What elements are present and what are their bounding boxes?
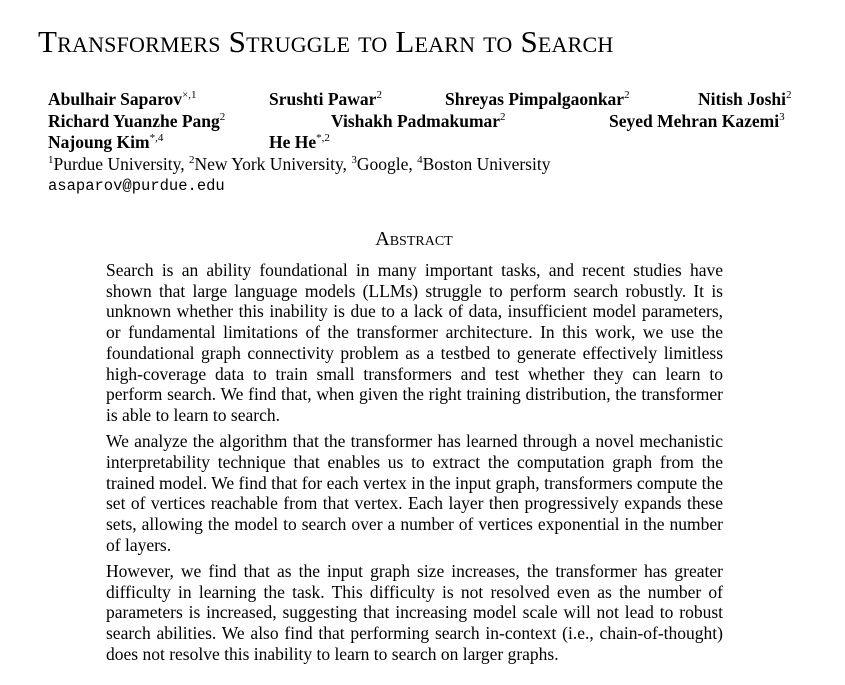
author-pang xyxy=(48,113,225,131)
affiliations-line xyxy=(48,156,550,174)
affiliation-google: Google, xyxy=(356,154,413,174)
affiliation-mark: 2 xyxy=(188,154,195,167)
author-pimpalgaonkar xyxy=(445,91,630,109)
author-marks: 3 xyxy=(779,111,785,124)
affiliation-purdue: Purdue University, xyxy=(53,154,185,174)
affiliation-nyu: New York University, xyxy=(194,154,347,174)
author-he xyxy=(269,134,330,152)
abstract-body xyxy=(106,260,723,670)
author-name: Richard Yuanzhe Pang xyxy=(48,111,220,131)
author-marks: *,4 xyxy=(149,132,164,145)
affiliation-boston: Boston University xyxy=(422,154,551,174)
author-name: Seyed Mehran Kazemi xyxy=(609,111,780,131)
author-marks: 2 xyxy=(376,89,382,102)
affiliation-mark: 4 xyxy=(417,154,423,167)
author-joshi xyxy=(698,91,792,109)
contact-email: asaparov@purdue.edu xyxy=(48,177,225,195)
abstract-paragraph: However, we find that as the input graph size increases, the transformer has greater difficulty in learning the task. This difficulty is not resolved even as the number of parameters is increased, suggesting that increasing model scale will not lead to robust search abilities. We also find that performing search in-context (i.e., chain-of-thought) does not resolve this inability to learn to search on larger graphs. xyxy=(106,560,723,664)
author-marks: *,2 xyxy=(316,132,330,145)
author-name: He He xyxy=(269,132,317,152)
abstract-heading: Abstract xyxy=(375,228,453,250)
author-kazemi xyxy=(609,113,785,131)
author-name: Najoung Kim xyxy=(48,132,150,152)
author-pawar xyxy=(269,91,382,109)
author-padmakumar xyxy=(331,113,506,131)
author-name: Vishakh Padmakumar xyxy=(331,111,501,131)
abstract-paragraph: Search is an ability foundational in many important tasks, and recent studies have shown that large language models (LLMs) struggle to perform search robustly. It is unknown whether this inability is due to a lack of data, insufficient model parameters, or fundamental limitations of the transformer architecture. In this work, we use the foundational graph connectivity problem as a testbed to generate effectively limitless high-coverage data to train small transformers and test whether they can learn to perform search. We find that, when given the right training distribution, the transformer is able to learn to search. xyxy=(106,260,723,425)
author-kim xyxy=(48,134,163,152)
author-marks: ×,1 xyxy=(182,89,197,102)
author-name: Srushti Pawar xyxy=(269,89,377,109)
paper-title: Transformers Struggle to Learn to Search xyxy=(38,24,614,59)
author-marks: 2 xyxy=(624,89,630,102)
author-saparov xyxy=(48,91,197,109)
author-marks: 2 xyxy=(219,111,226,124)
author-marks: 2 xyxy=(500,111,506,124)
abstract-paragraph: We analyze the algorithm that the transformer has learned through a novel mechanistic interpretability technique that enables us to extract the computation graph from the trained model. We find that for each vertex in the input graph, transformers compute the set of vertices reachable from that vertex. Each layer then progressively expands these sets, allowing the model to search over a number of vertices exponential in the number of layers. xyxy=(106,431,723,555)
author-name: Shreyas Pimpalgaonkar xyxy=(445,89,625,109)
author-marks: 2 xyxy=(786,89,792,102)
author-name: Nitish Joshi xyxy=(698,89,787,109)
affiliation-mark: 1 xyxy=(48,154,54,167)
affiliation-mark: 3 xyxy=(351,154,357,167)
author-name: Abulhair Saparov xyxy=(48,89,183,109)
